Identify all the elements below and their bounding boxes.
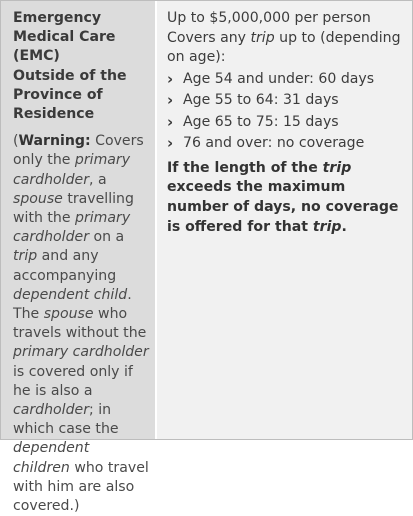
intro-text: up to (depending on age): bbox=[167, 29, 401, 66]
warning-label: Warning: bbox=[18, 133, 91, 150]
note-term: trip bbox=[312, 218, 342, 235]
age-item-text: Age 55 to 64: 31 days bbox=[183, 92, 339, 109]
intro-term: trip bbox=[250, 29, 275, 46]
warning-term: dependent child bbox=[13, 286, 128, 303]
chevron-right-icon: › bbox=[167, 91, 174, 110]
note-term: trip bbox=[322, 159, 352, 176]
heading-line: Outside of the bbox=[13, 67, 127, 84]
warning-text: ; in which case the bbox=[13, 402, 119, 438]
warning-term: trip bbox=[13, 248, 38, 265]
warning-text: is covered only if he is also a bbox=[13, 363, 133, 399]
warning-text: travelling with the bbox=[13, 190, 134, 227]
warning-text: who travel with him are also covered.) bbox=[13, 459, 149, 515]
benefit-heading bbox=[13, 9, 149, 124]
warning-text: . The bbox=[13, 286, 132, 323]
chevron-right-icon: › bbox=[167, 134, 174, 153]
warning-term: cardholder bbox=[13, 402, 90, 419]
warning-text: on a bbox=[89, 229, 125, 246]
heading-line: Province of bbox=[13, 86, 103, 103]
age-item-text: Age 65 to 75: 15 days bbox=[183, 113, 339, 130]
warning-term: primary cardholder bbox=[13, 152, 131, 188]
list-item bbox=[167, 113, 404, 132]
coverage-intro bbox=[167, 29, 404, 68]
intro-text: Covers any bbox=[167, 29, 251, 46]
no-coverage-note bbox=[167, 159, 404, 237]
warning-term: dependent children bbox=[13, 440, 90, 476]
note-text: If the length of the bbox=[167, 159, 323, 176]
warning-text: , a bbox=[89, 171, 107, 188]
warning-text: who travels without the bbox=[13, 306, 147, 342]
warning-term: primary cardholder bbox=[13, 344, 149, 361]
age-coverage-list bbox=[167, 70, 404, 153]
warning-text: and any accompanying bbox=[13, 248, 117, 284]
benefit-name-cell bbox=[1, 1, 157, 515]
warning-term: primary cardholder bbox=[13, 210, 131, 246]
warning-text: Covers only the bbox=[13, 133, 144, 169]
warning-term: spouse bbox=[13, 190, 63, 207]
note-text: . bbox=[341, 218, 347, 235]
chevron-right-icon: › bbox=[167, 112, 174, 131]
warning-note bbox=[13, 132, 149, 516]
warning-paren: ( bbox=[13, 133, 19, 150]
chevron-right-icon: › bbox=[167, 69, 174, 88]
list-item bbox=[167, 134, 404, 153]
heading-line: Medical Care (EMC) bbox=[13, 29, 116, 65]
list-item bbox=[167, 91, 404, 110]
heading-line: Residence bbox=[13, 106, 95, 123]
note-text: exceeds the maximum number of days, no coverage is offered for that bbox=[167, 179, 399, 235]
heading-line: Emergency bbox=[13, 10, 102, 26]
age-item-text: 76 and over: no coverage bbox=[183, 135, 365, 152]
coverage-limit: Up to $5,000,000 per person bbox=[167, 10, 371, 26]
benefit-details-cell bbox=[157, 1, 412, 439]
age-item-text: Age 54 and under: 60 days bbox=[183, 70, 375, 87]
warning-term: spouse bbox=[43, 306, 94, 323]
list-item bbox=[167, 70, 404, 89]
